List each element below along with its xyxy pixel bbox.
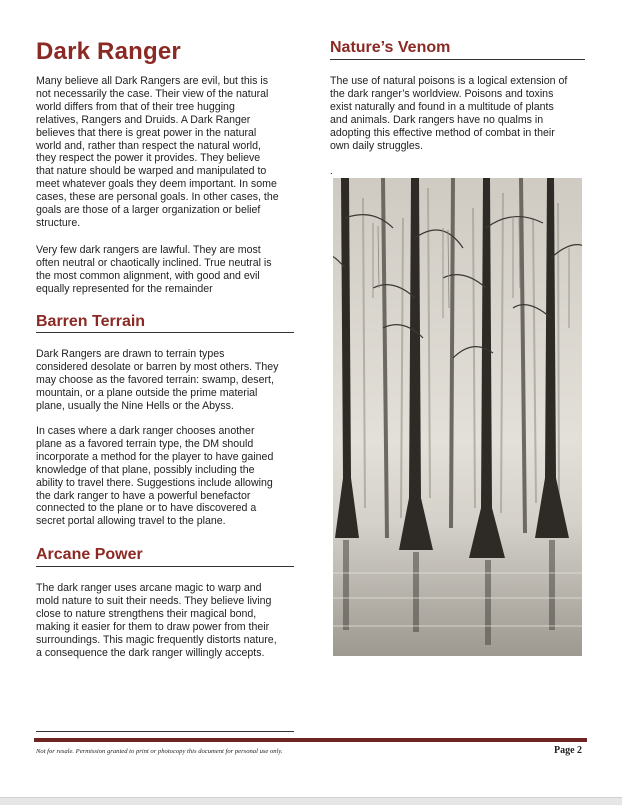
- arcane-paragraph-1: The dark ranger uses arcane magic to warp and mold nature to suit their needs. They believe living close to nature strengthens their magical bond, making it easier for them to draw power from their surroundings. This magic frequently distorts nature, a consequence the dark ranger willingly accepts.: [36, 582, 277, 659]
- intro-paragraph-1: Many believe all Dark Rangers are evil, but this is not necessarily the case. Their view of the natural world differs from that of their tree hugging relatives, Rangers and Druids. A Dark Ranger believes that there is great power in the natural world and, rather than respect the natural world, they respect the power it provides. They believe that nature should be warped and manipulated to meet whatever goals they deem important. In some cases, these are personal goals. In other cases, the goals are those of a larger organization or belief structure.: [36, 75, 279, 229]
- section-rule: [36, 332, 294, 333]
- stray-period: .: [330, 166, 333, 177]
- section-title-natures-venom: Nature’s Venom: [330, 39, 451, 56]
- section-rule: [330, 59, 585, 60]
- footer-bar: [34, 738, 587, 742]
- swamp-trees-drawing: [333, 178, 582, 656]
- section-rule: [36, 566, 294, 567]
- page-title: Dark Ranger: [36, 38, 181, 65]
- section-title-barren-terrain: Barren Terrain: [36, 313, 146, 330]
- barren-paragraph-1: Dark Rangers are drawn to terrain types considered desolate or barren by most others. They may choose as the favored terrain: swamp, desert, mountain, or a plane outside the prime material plane, usually the Nine Hells or the Abyss.: [36, 348, 279, 412]
- swamp-illustration: [333, 178, 582, 656]
- intro-paragraph-2: Very few dark rangers are lawful. They are most often neutral or chaotically inclined. True neutral is the most common alignment, with good and evil equally represented for the remainder: [36, 244, 272, 295]
- section-title-arcane-power: Arcane Power: [36, 546, 143, 563]
- footer-disclaimer: Not for resale. Permission granted to print or photocopy this document for personal use only.: [36, 748, 283, 755]
- venom-paragraph-1: The use of natural poisons is a logical extension of the dark ranger’s worldview. Poisons and toxins exist naturally and found in a multitude of plants and animals. Dark rangers have no qualms in adopting this effective method of combat in their own daily struggles.: [330, 75, 568, 152]
- page-number: Page 2: [554, 745, 583, 756]
- barren-paragraph-2: In cases where a dark ranger chooses another plane as a favored terrain type, the DM should incorporate a method for the player to have gained knowledge of that plane, possibly including the ability to travel there. Suggestions include allowing the dark ranger to have a powerful benefactor connected to the plane or to have discovered a secret portal allowing travel to the plane.: [36, 425, 274, 528]
- column-end-rule: [36, 731, 294, 732]
